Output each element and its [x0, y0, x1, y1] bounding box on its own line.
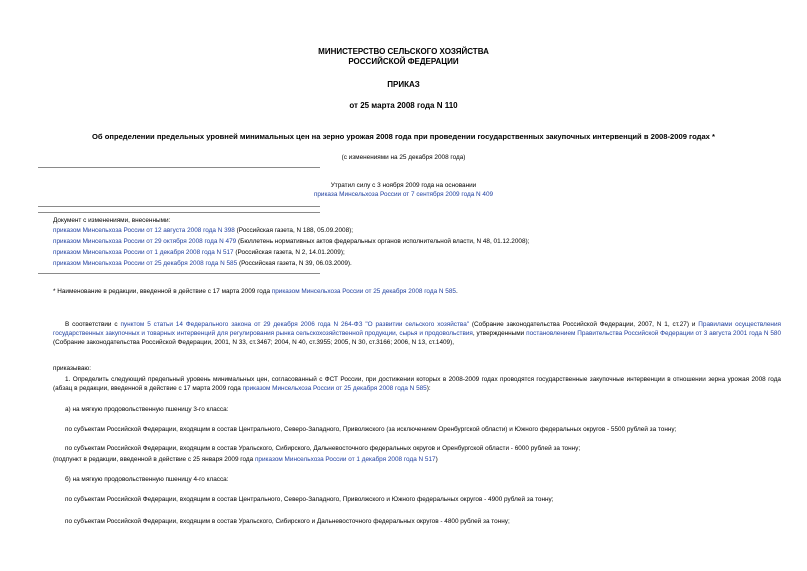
rules-link[interactable]: Правилами осуществления государственных закупочных и товарных интервенций для регулирования рынка сельскохозяйственной продукции, сырья и продовольствия: [53, 321, 781, 337]
order-word: приказываю:: [53, 365, 91, 372]
ministry-line-2: РОССИЙСКОЙ ФЕДЕРАЦИИ: [348, 57, 459, 66]
subclause-a-note-link[interactable]: приказом Минсельхоза России от 1 декабря 2008 года N 517: [254, 456, 436, 463]
preamble-paragraph: В соответствии с пунктом 5 статьи 14 Федерального закона от 29 декабря 2006 года N 264-ФЗ "О развитии сельского хозяйства" (Собрание законодательства Российской Федерации, 2007, N 1, ст.27) и Правилами осуществления государственных закупочных и товарных интервенций для регулирования рынка сельскохозяйственной продукции, сырья и продовольствия, утвержденными постановлением Правительства Российской Федерации от 3 августа 2001 года N 580 (Собрание законодательства Российской Федерации, 2001, N 33, ст.3467; 2004, N 40, ст.3955; 2005, N 30, ст.3166; 2006, N 13, ст.1409),: [53, 321, 781, 346]
divider: [38, 167, 320, 168]
amendment-item: приказом Минсельхоза России от 1 декабря 2008 года N 517 (Российская газета, N 2, 14.01.2009);: [53, 249, 345, 256]
amendment-item: приказом Минсельхоза России от 25 декабря 2008 года N 585 (Российская газета, N 39, 06.03.2009).: [53, 260, 352, 267]
resolution-link[interactable]: постановлением Правительства Российской Федерации от 3 августа 2001 года N 580: [526, 330, 781, 337]
lost-force-link[interactable]: приказа Минсельхоза России от 7 сентября 2009 года N 409: [313, 191, 494, 198]
doc-date-number: от 25 марта 2008 года N 110: [349, 101, 458, 110]
lost-force-text: Утратил силу с 3 ноября 2009 года на основании: [330, 182, 477, 189]
amendment-item: приказом Минсельхоза России от 12 августа 2008 года N 398 (Российская газета, N 188, 05.09.2008);: [53, 227, 354, 234]
amendment-link[interactable]: приказом Минсельхоза России от 1 декабря 2008 года N 517: [53, 249, 234, 256]
amendment-item: приказом Минсельхоза России от 29 октября 2008 года N 479 (Бюллетень нормативных актов федеральных органов исполнительной власти, N 48, 01.12.2008);: [53, 238, 530, 245]
subclause-a-item-1: по субъектам Российской Федерации, входящим в состав Центрального, Северо-Западного, Приволжского (за исключением Оренбургской области) и Южного федеральных округов - 5500 рублей за тонну;: [65, 426, 677, 433]
clause-1: 1. Определить следующий предельный уровень минимальных цен, согласованный с ФСТ России, при достижении которых в 2008-2009 годах проводятся государственные закупочные интервенции в отношении зерна урожая 2008 года (абзац в редакции, введенной в действие с 17 марта 2009 года приказом Минсельхоза России от 25 декабря 2008 года N 585):: [53, 376, 781, 392]
footnote-link[interactable]: приказом Минсельхоза России от 25 декабря 2008 года N 585: [271, 288, 456, 295]
subclause-a-heading: а) на мягкую продовольственную пшеницу 3-го класса:: [65, 406, 229, 413]
divider: [38, 273, 320, 274]
clause-1-link[interactable]: приказом Минсельхоза России от 25 декабря 2008 года N 585: [242, 385, 427, 392]
law-link[interactable]: пунктом 5 статьи 14 Федерального закона от 29 декабря 2006 года N 264-ФЗ "О развитии сельского хозяйства": [120, 321, 470, 328]
divider: [38, 206, 320, 207]
subclause-b-item-1: по субъектам Российской Федерации, входящим в состав Центрального, Северо-Западного, Приволжского и Южного федеральных округов - 4900 рублей за тонну;: [65, 496, 554, 503]
divider: [38, 212, 320, 213]
doc-type: ПРИКАЗ: [387, 80, 420, 89]
subclause-b-item-2: по субъектам Российской Федерации, входящим в состав Уральского, Сибирского и Дальневосточного федеральных округов - 4800 рублей за тонну;: [65, 518, 510, 525]
amendment-link[interactable]: приказом Минсельхоза России от 25 декабря 2008 года N 585: [53, 260, 238, 267]
ministry-line-1: МИНИСТЕРСТВО СЕЛЬСКОГО ХОЗЯЙСТВА: [318, 47, 489, 56]
amendment-link[interactable]: приказом Минсельхоза России от 29 октября 2008 года N 479: [53, 238, 237, 245]
amendment-link[interactable]: приказом Минсельхоза России от 12 августа 2008 года N 398: [53, 227, 235, 234]
footnote: * Наименование в редакции, введенной в действие с 17 марта 2009 года приказом Минсельхоза России от 25 декабря 2008 года N 585.: [53, 288, 458, 295]
lost-force-link-line: [0, 190, 807, 199]
amendments-heading: Документ с изменениями, внесенными:: [53, 217, 171, 224]
subclause-a-note: (подпункт в редакции, введенной в действие с 25 января 2009 года приказом Минсельхоза России от 1 декабря 2008 года N 517): [53, 456, 438, 463]
doc-title: Об определении предельных уровней минимальных цен на зерно урожая 2008 года при проведении государственных закупочных интервенций в 2008-2009 годах *: [92, 132, 715, 141]
changes-note: (с изменениями на 25 декабря 2008 года): [341, 154, 466, 161]
subclause-a-item-2: по субъектам Российской Федерации, входящим в состав Уральского, Сибирского, Дальневосточного федеральных округов и Оренбургской области - 6000 рублей за тонну;: [65, 445, 581, 452]
subclause-b-heading: б) на мягкую продовольственную пшеницу 4-го класса:: [65, 476, 229, 483]
